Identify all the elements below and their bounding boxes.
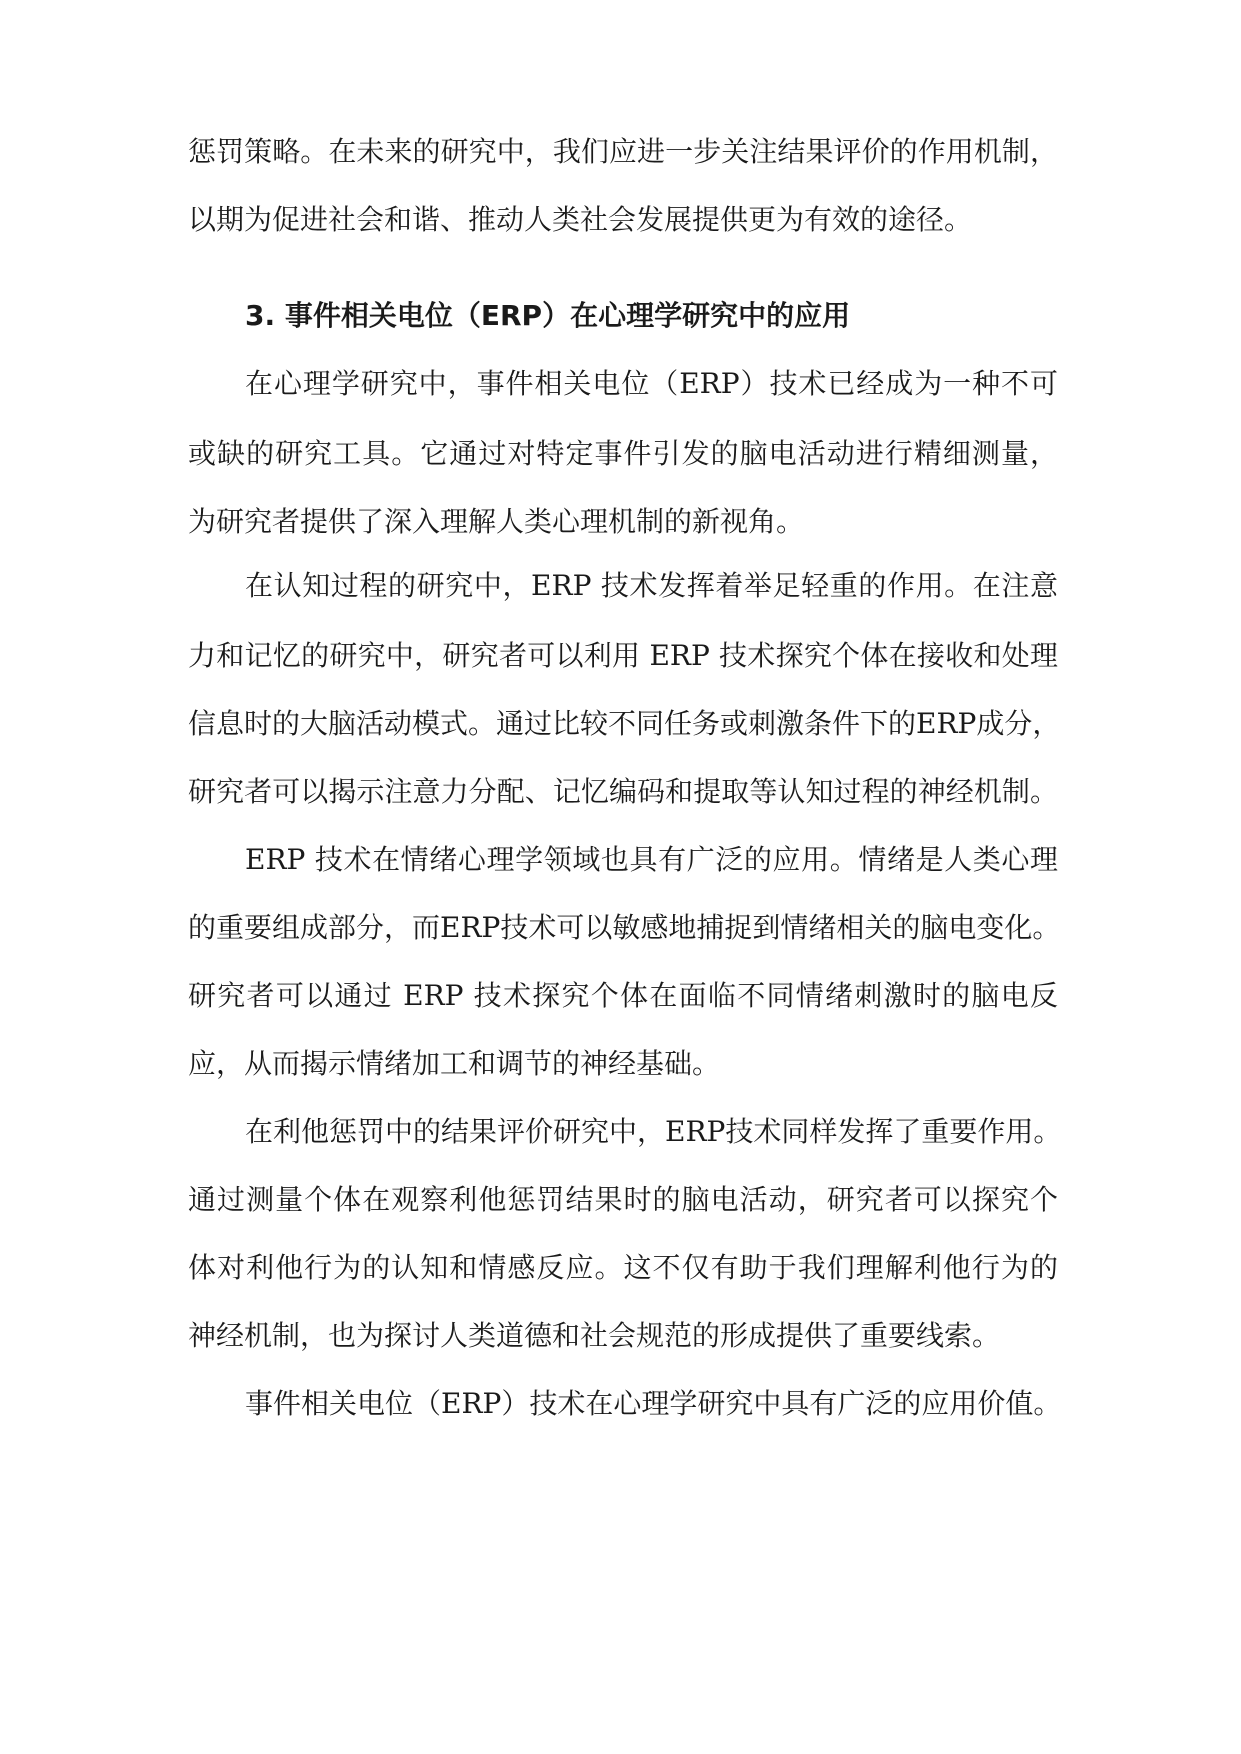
paragraph-1-line-2: 或缺的研究工具。它通过对特定事件引发的脑电活动进行精细测量，	[188, 437, 1058, 470]
intro-line-2: 以期为促进社会和谐、推动人类社会发展提供更为有效的途径。	[188, 203, 973, 236]
paragraph-3-line-3: 研究者可以通过 ERP 技术探究个体在面临不同情绪刺激时的脑电反	[188, 979, 1058, 1012]
paragraph-4-line-3: 体对利他行为的认知和情感反应。这不仅有助于我们理解利他行为的	[188, 1251, 1058, 1284]
paragraph-2-line-3: 信息时的大脑活动模式。通过比较不同任务或刺激条件下的ERP成分，	[188, 707, 1061, 740]
paragraph-2-line-2: 力和记忆的研究中，研究者可以利用 ERP 技术探究个体在接收和处理	[188, 639, 1058, 672]
paragraph-4-line-2: 通过测量个体在观察利他惩罚结果时的脑电活动，研究者可以探究个	[188, 1183, 1058, 1216]
paragraph-5-line-1: 事件相关电位（ERP）技术在心理学研究中具有广泛的应用价值。	[245, 1387, 1062, 1420]
paragraph-4-line-1: 在利他惩罚中的结果评价研究中，ERP技术同样发挥了重要作用。	[245, 1115, 1062, 1148]
paragraph-1-line-3: 为研究者提供了深入理解人类心理机制的新视角。	[188, 505, 805, 538]
paragraph-4-line-4: 神经机制，也为探讨人类道德和社会规范的形成提供了重要线索。	[188, 1319, 1001, 1352]
paragraph-1-line-1: 在心理学研究中，事件相关电位（ERP）技术已经成为一种不可	[245, 367, 1058, 400]
section-heading: 3. 事件相关电位（ERP）在心理学研究中的应用	[245, 299, 851, 332]
paragraph-2-line-4: 研究者可以揭示注意力分配、记忆编码和提取等认知过程的神经机制。	[188, 775, 1058, 808]
paragraph-3-line-2: 的重要组成部分，而ERP技术可以敏感地捕捉到情绪相关的脑电变化。	[188, 911, 1061, 944]
paragraph-2-line-1: 在认知过程的研究中，ERP 技术发挥着举足轻重的作用。在注意	[245, 569, 1058, 602]
paragraph-3-line-4: 应，从而揭示情绪加工和调节的神经基础。	[188, 1047, 721, 1080]
paragraph-3-line-1: ERP 技术在情绪心理学领域也具有广泛的应用。情绪是人类心理	[245, 843, 1058, 876]
intro-line-1: 惩罚策略。在未来的研究中，我们应进一步关注结果评价的作用机制，	[188, 135, 1058, 168]
